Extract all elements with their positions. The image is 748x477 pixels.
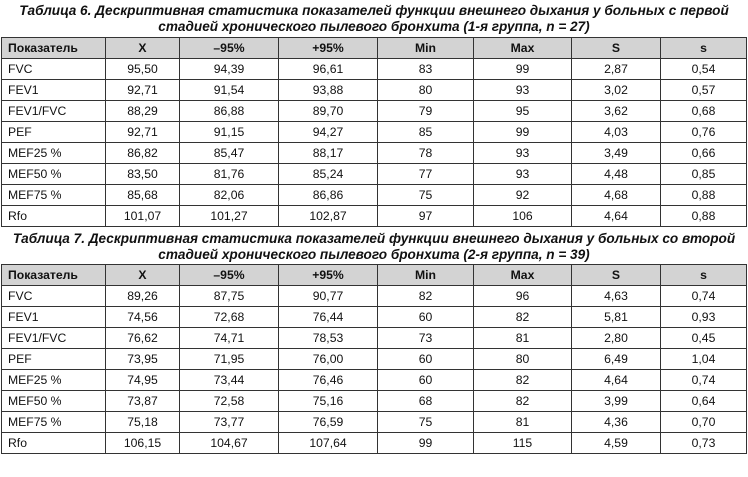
- table-cell: 82: [378, 286, 474, 307]
- table-cell: 0,54: [661, 59, 747, 80]
- table-cell: 86,88: [180, 101, 279, 122]
- table-cell: 92,71: [106, 122, 180, 143]
- table-cell: 107,64: [279, 433, 378, 454]
- table-cell: 83: [378, 59, 474, 80]
- table-cell: 74,95: [106, 370, 180, 391]
- table-row: [2, 412, 747, 433]
- table-cell: 73,95: [106, 349, 180, 370]
- table-cell: 76,59: [279, 412, 378, 433]
- column-header: s: [661, 265, 747, 286]
- row-label: MEF50 %: [2, 164, 106, 185]
- table-cell: 0,74: [661, 286, 747, 307]
- table-7-caption-line-1: Таблица 7. Дескриптивная статистика показателей функции внешнего дыхания у больных со второй: [12, 231, 736, 246]
- table-cell: 85,24: [279, 164, 378, 185]
- row-label: MEF75 %: [2, 185, 106, 206]
- table-cell: 76,44: [279, 307, 378, 328]
- table-cell: 91,54: [180, 80, 279, 101]
- table-cell: 78: [378, 143, 474, 164]
- column-header: –95%: [180, 265, 279, 286]
- table-row: [2, 307, 747, 328]
- table-cell: 4,36: [572, 412, 661, 433]
- table-cell: 0,57: [661, 80, 747, 101]
- table-cell: 0,68: [661, 101, 747, 122]
- table-cell: 6,49: [572, 349, 661, 370]
- column-header: Min: [378, 265, 474, 286]
- table-cell: 4,48: [572, 164, 661, 185]
- table-cell: 92,71: [106, 80, 180, 101]
- table-cell: 68: [378, 391, 474, 412]
- table-cell: 82: [474, 307, 572, 328]
- table-cell: 76,46: [279, 370, 378, 391]
- table-cell: 74,56: [106, 307, 180, 328]
- table-cell: 60: [378, 307, 474, 328]
- table-row: [2, 206, 747, 227]
- row-label: Rfo: [2, 433, 106, 454]
- table-cell: 101,07: [106, 206, 180, 227]
- row-label: FEV1: [2, 80, 106, 101]
- table-cell: 4,64: [572, 370, 661, 391]
- table-row: [2, 164, 747, 185]
- row-label: FEV1: [2, 307, 106, 328]
- row-label: MEF75 %: [2, 412, 106, 433]
- table-cell: 80: [474, 349, 572, 370]
- table-cell: 75: [378, 185, 474, 206]
- table-row: [2, 143, 747, 164]
- column-header: Показатель: [2, 38, 106, 59]
- table-cell: 96,61: [279, 59, 378, 80]
- table-cell: 85,47: [180, 143, 279, 164]
- table-cell: 0,74: [661, 370, 747, 391]
- table-cell: 0,88: [661, 206, 747, 227]
- row-label: PEF: [2, 349, 106, 370]
- table-row: [2, 370, 747, 391]
- table-cell: 85: [378, 122, 474, 143]
- table-cell: 96: [474, 286, 572, 307]
- table-cell: 99: [378, 433, 474, 454]
- table-cell: 102,87: [279, 206, 378, 227]
- table-cell: 97: [378, 206, 474, 227]
- table-row: [2, 59, 747, 80]
- table-cell: 2,80: [572, 328, 661, 349]
- column-header: S: [572, 265, 661, 286]
- table-cell: 86,82: [106, 143, 180, 164]
- table-cell: 4,63: [572, 286, 661, 307]
- table-cell: 0,76: [661, 122, 747, 143]
- table-cell: 99: [474, 59, 572, 80]
- table-cell: 75,18: [106, 412, 180, 433]
- table-cell: 79: [378, 101, 474, 122]
- table-row: [2, 391, 747, 412]
- table-cell: 80: [378, 80, 474, 101]
- table-7: [1, 264, 747, 454]
- table-cell: 99: [474, 122, 572, 143]
- table-cell: 0,64: [661, 391, 747, 412]
- table-cell: 0,73: [661, 433, 747, 454]
- row-label: MEF25 %: [2, 143, 106, 164]
- table-6-caption-line-2: стадией хронического пылевого бронхита (1-я группа, n = 27): [158, 18, 590, 34]
- table-cell: 78,53: [279, 328, 378, 349]
- row-label: PEF: [2, 122, 106, 143]
- row-label: Rfo: [2, 206, 106, 227]
- row-label: FEV1/FVC: [2, 101, 106, 122]
- table-row: [2, 286, 747, 307]
- row-label: MEF25 %: [2, 370, 106, 391]
- table-cell: 115: [474, 433, 572, 454]
- table-cell: 94,27: [279, 122, 378, 143]
- table-row: [2, 101, 747, 122]
- table-cell: 87,75: [180, 286, 279, 307]
- table-cell: 0,93: [661, 307, 747, 328]
- table-row: [2, 185, 747, 206]
- table-cell: 77: [378, 164, 474, 185]
- column-header: X: [106, 38, 180, 59]
- table-header-row: [2, 265, 747, 286]
- table-cell: 82: [474, 391, 572, 412]
- table-cell: 90,77: [279, 286, 378, 307]
- table-cell: 2,87: [572, 59, 661, 80]
- table-cell: 95,50: [106, 59, 180, 80]
- table-cell: 93: [474, 164, 572, 185]
- column-header: Max: [474, 38, 572, 59]
- row-label: FVC: [2, 286, 106, 307]
- column-header: S: [572, 38, 661, 59]
- table-cell: 91,15: [180, 122, 279, 143]
- table-cell: 76,00: [279, 349, 378, 370]
- column-header: Min: [378, 38, 474, 59]
- table-row: [2, 80, 747, 101]
- row-label: FVC: [2, 59, 106, 80]
- table-cell: 72,68: [180, 307, 279, 328]
- table-cell: 82,06: [180, 185, 279, 206]
- table-cell: 4,64: [572, 206, 661, 227]
- table-6-caption-line-1: Таблица 6. Дескриптивная статистика показателей функции внешнего дыхания у больных с первой: [19, 3, 729, 18]
- table-cell: 73,87: [106, 391, 180, 412]
- table-cell: 73,44: [180, 370, 279, 391]
- table-cell: 104,67: [180, 433, 279, 454]
- table-cell: 0,66: [661, 143, 747, 164]
- table-cell: 88,29: [106, 101, 180, 122]
- column-header: –95%: [180, 38, 279, 59]
- table-header-row: [2, 38, 747, 59]
- column-header: +95%: [279, 38, 378, 59]
- table-cell: 83,50: [106, 164, 180, 185]
- table-cell: 89,70: [279, 101, 378, 122]
- column-header: Max: [474, 265, 572, 286]
- table-row: [2, 328, 747, 349]
- table-cell: 86,86: [279, 185, 378, 206]
- table-cell: 76,62: [106, 328, 180, 349]
- table-row: [2, 349, 747, 370]
- table-cell: 73,77: [180, 412, 279, 433]
- table-cell: 3,62: [572, 101, 661, 122]
- table-cell: 73: [378, 328, 474, 349]
- table-cell: 93,88: [279, 80, 378, 101]
- table-cell: 106,15: [106, 433, 180, 454]
- table-7-caption: [0, 227, 748, 264]
- table-cell: 71,95: [180, 349, 279, 370]
- table-cell: 89,26: [106, 286, 180, 307]
- row-label: FEV1/FVC: [2, 328, 106, 349]
- table-cell: 75: [378, 412, 474, 433]
- table-cell: 4,03: [572, 122, 661, 143]
- table-cell: 85,68: [106, 185, 180, 206]
- table-cell: 75,16: [279, 391, 378, 412]
- table-6: [1, 37, 747, 227]
- column-header: X: [106, 265, 180, 286]
- table-7-caption-line-2: стадией хронического пылевого бронхита (2-я группа, n = 39): [158, 246, 590, 262]
- table-6-caption: [0, 0, 748, 37]
- table-cell: 60: [378, 370, 474, 391]
- table-cell: 94,39: [180, 59, 279, 80]
- table-cell: 81,76: [180, 164, 279, 185]
- table-cell: 93: [474, 80, 572, 101]
- table-cell: 60: [378, 349, 474, 370]
- table-cell: 4,68: [572, 185, 661, 206]
- column-header: Показатель: [2, 265, 106, 286]
- table-cell: 5,81: [572, 307, 661, 328]
- table-cell: 0,85: [661, 164, 747, 185]
- table-cell: 88,17: [279, 143, 378, 164]
- table-cell: 81: [474, 328, 572, 349]
- table-cell: 72,58: [180, 391, 279, 412]
- table-row: [2, 433, 747, 454]
- column-header: s: [661, 38, 747, 59]
- table-cell: 81: [474, 412, 572, 433]
- table-cell: 92: [474, 185, 572, 206]
- table-cell: 4,59: [572, 433, 661, 454]
- table-cell: 106: [474, 206, 572, 227]
- table-cell: 1,04: [661, 349, 747, 370]
- table-cell: 3,02: [572, 80, 661, 101]
- column-header: +95%: [279, 265, 378, 286]
- table-cell: 74,71: [180, 328, 279, 349]
- table-cell: 93: [474, 143, 572, 164]
- row-label: MEF50 %: [2, 391, 106, 412]
- table-cell: 95: [474, 101, 572, 122]
- table-cell: 82: [474, 370, 572, 391]
- table-cell: 0,88: [661, 185, 747, 206]
- table-row: [2, 122, 747, 143]
- table-cell: 3,49: [572, 143, 661, 164]
- table-cell: 0,45: [661, 328, 747, 349]
- table-cell: 0,70: [661, 412, 747, 433]
- table-cell: 3,99: [572, 391, 661, 412]
- table-cell: 101,27: [180, 206, 279, 227]
